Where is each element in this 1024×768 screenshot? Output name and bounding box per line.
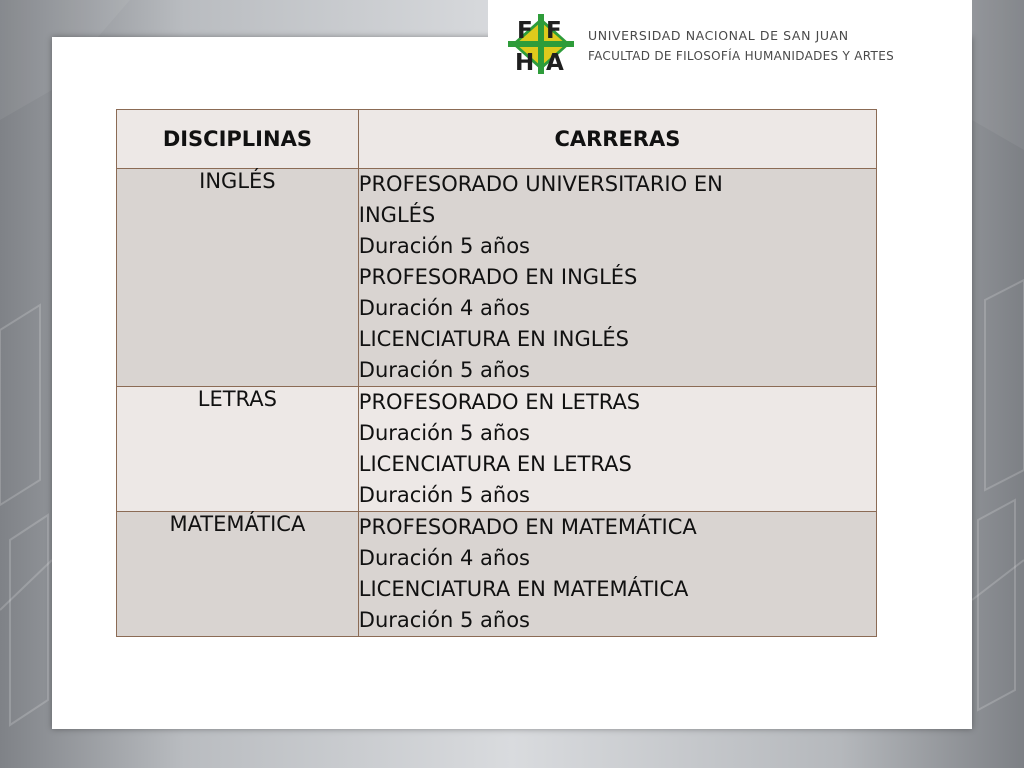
institution-name — [588, 26, 968, 66]
career-line: INGLÉS — [358, 203, 436, 227]
career-duration: Duración 5 años — [358, 483, 530, 507]
table-row — [117, 387, 877, 512]
header-disciplinas: DISCIPLINAS — [117, 110, 359, 169]
career-duration: Duración 5 años — [358, 234, 530, 258]
logo-letter-a: A — [546, 50, 564, 74]
career-line: PROFESORADO EN LETRAS — [358, 390, 641, 414]
career-duration: Duración 4 años — [358, 296, 530, 320]
career-line: LICENCIATURA EN MATEMÁTICA — [358, 577, 689, 601]
career-line: PROFESORADO EN INGLÉS — [358, 265, 638, 289]
university-name: UNIVERSIDAD NACIONAL DE SAN JUAN — [588, 28, 849, 43]
logo-letter-h: H — [515, 50, 535, 74]
career-duration: Duración 5 años — [358, 608, 530, 632]
ffha-logo-icon — [508, 14, 574, 74]
career-line: LICENCIATURA EN LETRAS — [358, 452, 632, 476]
career-duration: Duración 4 años — [358, 546, 530, 570]
career-duration: Duración 5 años — [358, 358, 530, 382]
table-row — [117, 169, 877, 387]
header-logo-bar — [488, 0, 972, 92]
logo-letter-f2: F — [546, 18, 562, 44]
discipline-cell: INGLÉS — [117, 169, 359, 387]
career-line: PROFESORADO EN MATEMÁTICA — [358, 515, 697, 539]
faculty-name: FACULTAD DE FILOSOFÍA HUMANIDADES Y ARTES — [588, 49, 894, 63]
careers-cell — [358, 387, 876, 512]
logo-letter-f1: F — [517, 18, 533, 44]
table-header-row — [117, 110, 877, 169]
careers-cell — [358, 169, 876, 387]
header-carreras: CARRERAS — [358, 110, 876, 169]
table-row — [117, 512, 877, 637]
career-duration: Duración 5 años — [358, 421, 530, 445]
discipline-cell: MATEMÁTICA — [117, 512, 359, 637]
discipline-cell: LETRAS — [117, 387, 359, 512]
career-line: PROFESORADO UNIVERSITARIO EN — [358, 172, 723, 196]
career-line: LICENCIATURA EN INGLÉS — [358, 327, 630, 351]
careers-cell — [358, 512, 876, 637]
careers-table — [116, 109, 877, 637]
